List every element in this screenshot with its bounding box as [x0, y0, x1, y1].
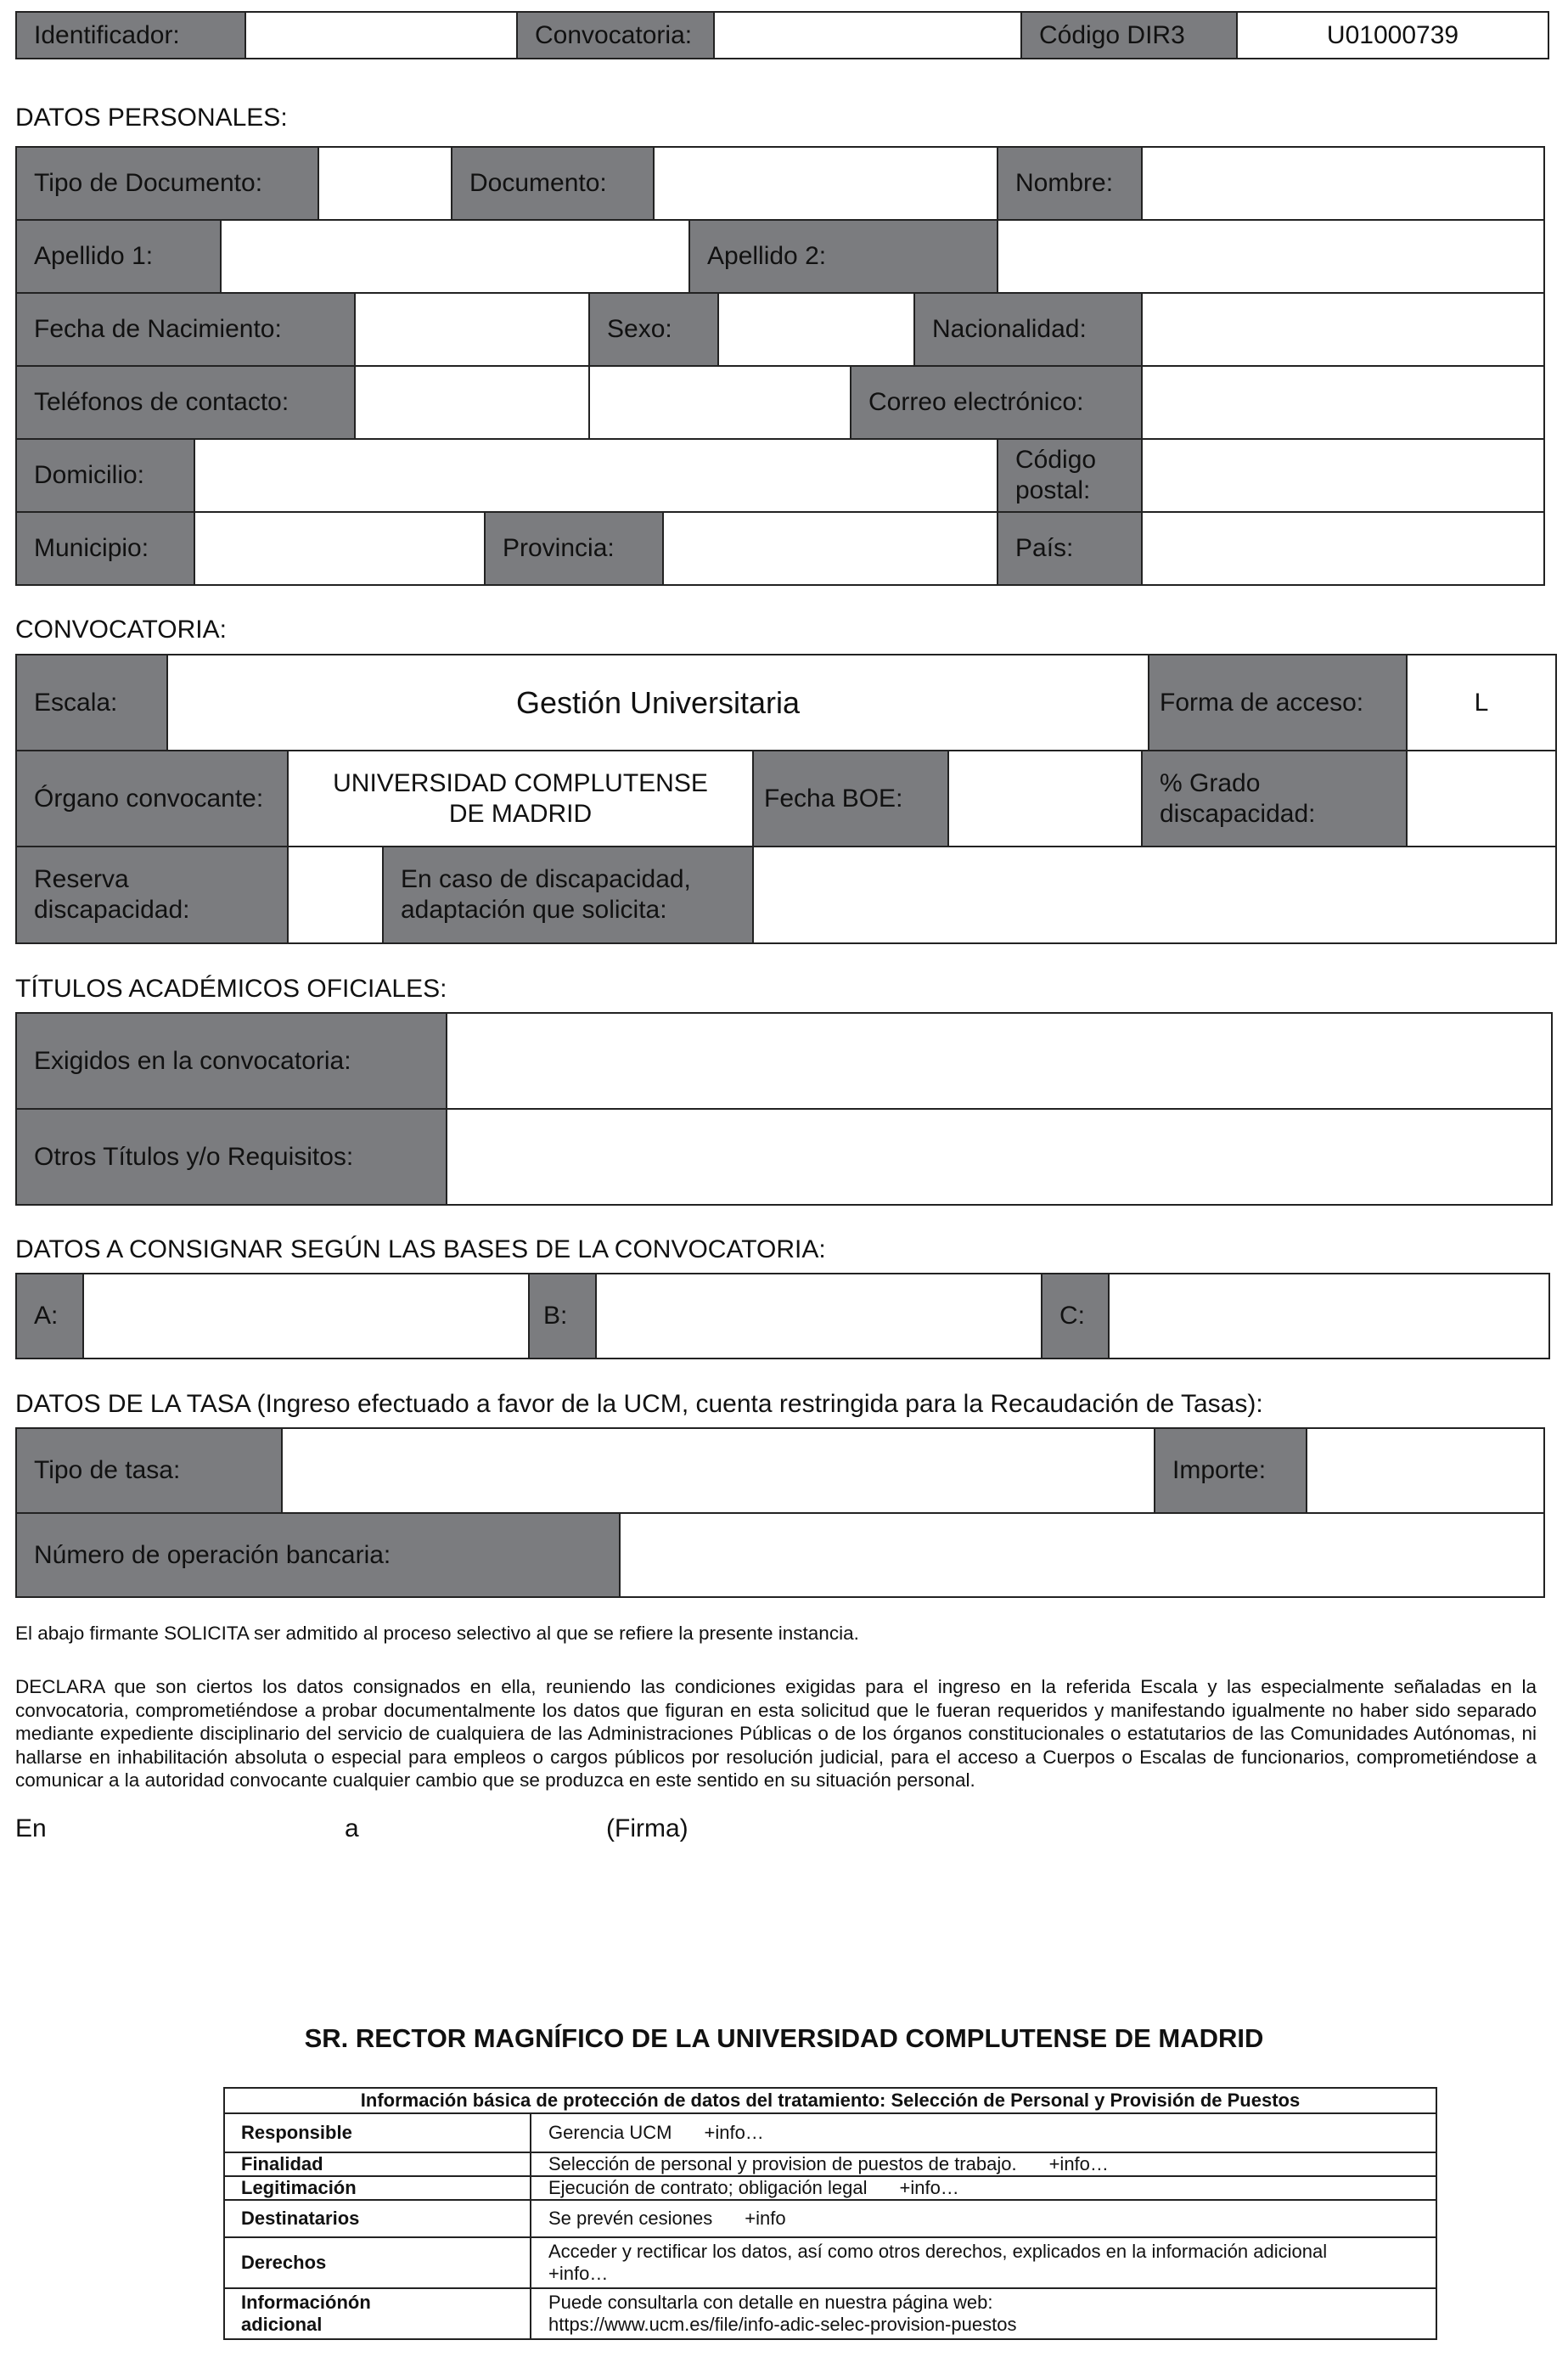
info-adicional-value: [531, 2289, 1436, 2338]
tasa-table: [15, 1427, 1545, 1598]
info-adicional-key: [225, 2289, 531, 2338]
reserva-label-line2: discapacidad:: [34, 896, 190, 924]
correo-field[interactable]: [1143, 367, 1543, 440]
tasa-heading: DATOS DE LA TASA (Ingreso efectuado a favor de la UCM, cuenta restringida para la Recaudación de Tasas):: [15, 1390, 1263, 1418]
bases-heading: DATOS A CONSIGNAR SEGÚN LAS BASES DE LA CONVOCATORIA:: [15, 1235, 826, 1263]
otros-field[interactable]: [447, 1110, 1551, 1204]
dir3-value: U01000739: [1238, 13, 1548, 58]
en-label: En: [15, 1814, 47, 1842]
sexo-label: Sexo:: [590, 294, 719, 367]
derechos-key: Derechos: [225, 2238, 531, 2287]
finalidad-value: [531, 2153, 1436, 2175]
proteccion-table: [223, 2087, 1437, 2340]
fecha-boe-label: Fecha BOE:: [754, 751, 949, 847]
finalidad-text: Selección de personal y provision de puestos de trabajo.: [548, 2153, 1017, 2174]
pais-label: País:: [998, 513, 1143, 584]
tipo-tasa-label: Tipo de tasa:: [17, 1429, 283, 1514]
escala-label: Escala:: [17, 655, 168, 751]
otros-label: Otros Títulos y/o Requisitos:: [17, 1110, 447, 1204]
responsable-text: Gerencia UCM: [548, 2122, 672, 2143]
signature-line: [15, 1814, 779, 1848]
info-adicional-text: Puede consultarla con detalle en nuestra página web:: [548, 2292, 993, 2313]
nombre-label: Nombre:: [998, 148, 1143, 221]
a-label: A:: [17, 1274, 84, 1358]
organo-value-line2: DE MADRID: [448, 799, 593, 828]
derechos-more-link[interactable]: +info…: [548, 2263, 609, 2284]
apellido1-label: Apellido 1:: [17, 221, 222, 294]
legitimacion-row: [225, 2177, 1436, 2201]
identificador-field[interactable]: [246, 13, 518, 58]
importe-label: Importe:: [1155, 1429, 1307, 1514]
b-field[interactable]: [597, 1274, 1043, 1358]
c-field[interactable]: [1110, 1274, 1548, 1358]
adaptacion-label-line1: En caso de discapacidad,: [401, 865, 691, 893]
adaptacion-field[interactable]: [754, 847, 1555, 942]
destinatarios-text: Se prevén cesiones: [548, 2208, 713, 2229]
finalidad-row: [225, 2153, 1436, 2177]
legitimacion-key: Legitimación: [225, 2177, 531, 2199]
destinatarios-key: Destinatarios: [225, 2201, 531, 2236]
bases-table: [15, 1273, 1550, 1359]
derechos-value: [531, 2238, 1436, 2287]
responsable-key: Responsible: [225, 2114, 531, 2152]
apellido2-label: Apellido 2:: [690, 221, 998, 294]
responsable-value: [531, 2114, 1436, 2152]
escala-value: Gestión Universitaria: [168, 655, 1149, 751]
grado-label-line1: % Grado: [1160, 768, 1261, 797]
telefonos-label: Teléfonos de contacto:: [17, 367, 356, 440]
provincia-field[interactable]: [664, 513, 998, 584]
reserva-label: [17, 847, 289, 942]
organo-value-line1: UNIVERSIDAD COMPLUTENSE: [333, 768, 708, 797]
organo-value: [289, 751, 754, 847]
derechos-row: [225, 2238, 1436, 2289]
legitimacion-text: Ejecución de contrato; obligación legal: [548, 2177, 868, 2198]
proteccion-title-row: [225, 2089, 1436, 2114]
telefono2-field[interactable]: [590, 367, 851, 440]
documento-label: Documento:: [452, 148, 655, 221]
header-table: [15, 11, 1549, 59]
organo-label: Órgano convocante:: [17, 751, 289, 847]
finalidad-key: Finalidad: [225, 2153, 531, 2175]
proteccion-title: Información básica de protección de datos del tratamiento: Selección de Personal y Provisión de Puestos: [360, 2090, 1301, 2111]
b-label: B:: [530, 1274, 597, 1358]
fecha-boe-field[interactable]: [949, 751, 1143, 847]
apellido2-field[interactable]: [998, 221, 1543, 294]
finalidad-more-link[interactable]: +info…: [1048, 2153, 1109, 2174]
a-label-sign: a: [345, 1814, 359, 1842]
exigidos-label: Exigidos en la convocatoria:: [17, 1014, 447, 1110]
forma-acceso-value: L: [1408, 655, 1555, 751]
info-adicional-key-line1: Informaciónón: [241, 2292, 371, 2313]
personal-table: [15, 146, 1545, 586]
addressee: SR. RECTOR MAGNÍFICO DE LA UNIVERSIDAD COMPLUTENSE DE MADRID: [304, 2023, 1264, 2053]
grado-label: [1143, 751, 1408, 847]
titulos-heading: TÍTULOS ACADÉMICOS OFICIALES:: [15, 975, 447, 1003]
tipo-documento-label: Tipo de Documento:: [17, 148, 319, 221]
destinatarios-value: [531, 2201, 1436, 2236]
legitimacion-value: [531, 2177, 1436, 2199]
personal-heading: DATOS PERSONALES:: [15, 104, 288, 132]
provincia-label: Provincia:: [486, 513, 664, 584]
info-adicional-row: [225, 2289, 1436, 2338]
responsable-more-link[interactable]: +info…: [704, 2122, 764, 2143]
apellido1-field[interactable]: [222, 221, 690, 294]
nacionalidad-field[interactable]: [1143, 294, 1543, 367]
destinatarios-more-link[interactable]: +info: [745, 2208, 786, 2229]
exigidos-field[interactable]: [447, 1014, 1551, 1110]
solicita-text: El abajo firmante SOLICITA ser admitido al proceso selectivo al que se refiere la presente instancia.: [15, 1623, 859, 1644]
correo-label: Correo electrónico:: [851, 367, 1143, 440]
adaptacion-label: [384, 847, 754, 942]
forma-acceso-label: Forma de acceso:: [1149, 655, 1408, 751]
grado-label-line2: discapacidad:: [1160, 799, 1316, 828]
declara-text: DECLARA que son ciertos los datos consignados en ella, reuniendo las condiciones exigidas para el ingreso en la referida Escala y las especialmente señaladas en la convocatoria, comprometiéndose a probar documentalmente los datos que figuran en esta solicitud que le fueran requeridos y manifestando igualmente no haber sido separado mediante expediente disciplinario del servicio de cualquiera de las Administraciones Públicas o de los órganos constitucionales o estatutarios de las Comunidades Autónomas, ni hallarse en inhabilitación absoluta o especial para empleos o cargos públicos por resolución judicial, para el acceso a Cuerpos o Escalas de funcionarios, comprometiéndose a comunicar a la autoridad convocante cualquier cambio que se produzca en este sentido en su situación personal.: [15, 1676, 1537, 1791]
firma-label: (Firma): [606, 1814, 688, 1842]
info-adicional-url-link[interactable]: https://www.ucm.es/file/info-adic-selec-provision-puestos: [548, 2314, 1017, 2335]
responsable-row: [225, 2114, 1436, 2153]
convocatoria-table: [15, 654, 1557, 944]
codigo-postal-field[interactable]: [1143, 440, 1543, 513]
telefono1-field[interactable]: [356, 367, 590, 440]
derechos-text: Acceder y rectificar los datos, así como otros derechos, explicados en la información adicional: [548, 2241, 1328, 2262]
operacion-label: Número de operación bancaria:: [17, 1514, 621, 1596]
nombre-field[interactable]: [1143, 148, 1543, 221]
municipio-label: Municipio:: [17, 513, 195, 584]
operacion-field[interactable]: [621, 1514, 1543, 1596]
a-field[interactable]: [84, 1274, 530, 1358]
tipo-tasa-field[interactable]: [283, 1429, 1155, 1514]
info-adicional-key-line2: adicional: [241, 2314, 323, 2335]
sexo-field[interactable]: [719, 294, 915, 367]
dir3-label: Código DIR3: [1022, 13, 1238, 58]
domicilio-label: Domicilio:: [17, 440, 195, 513]
convocatoria-label: Convocatoria:: [518, 13, 715, 58]
convocatoria-field[interactable]: [715, 13, 1022, 58]
fecha-nacimiento-label: Fecha de Nacimiento:: [17, 294, 356, 367]
importe-field[interactable]: [1307, 1429, 1543, 1514]
destinatarios-row: [225, 2201, 1436, 2238]
legitimacion-more-link[interactable]: +info…: [899, 2177, 959, 2198]
convocatoria-heading: CONVOCATORIA:: [15, 616, 227, 644]
reserva-field[interactable]: [289, 847, 384, 942]
domicilio-field[interactable]: [195, 440, 998, 513]
codigo-postal-label: Código postal:: [998, 440, 1143, 513]
documento-field[interactable]: [655, 148, 998, 221]
fecha-nacimiento-field[interactable]: [356, 294, 590, 367]
pais-field[interactable]: [1143, 513, 1543, 584]
reserva-label-line1: Reserva: [34, 865, 129, 893]
identificador-label: Identificador:: [17, 13, 246, 58]
c-label: C:: [1043, 1274, 1110, 1358]
grado-field[interactable]: [1408, 751, 1555, 847]
municipio-field[interactable]: [195, 513, 486, 584]
nacionalidad-label: Nacionalidad:: [915, 294, 1143, 367]
tipo-documento-field[interactable]: [319, 148, 452, 221]
titulos-table: [15, 1012, 1553, 1206]
adaptacion-label-line2: adaptación que solicita:: [401, 896, 667, 924]
